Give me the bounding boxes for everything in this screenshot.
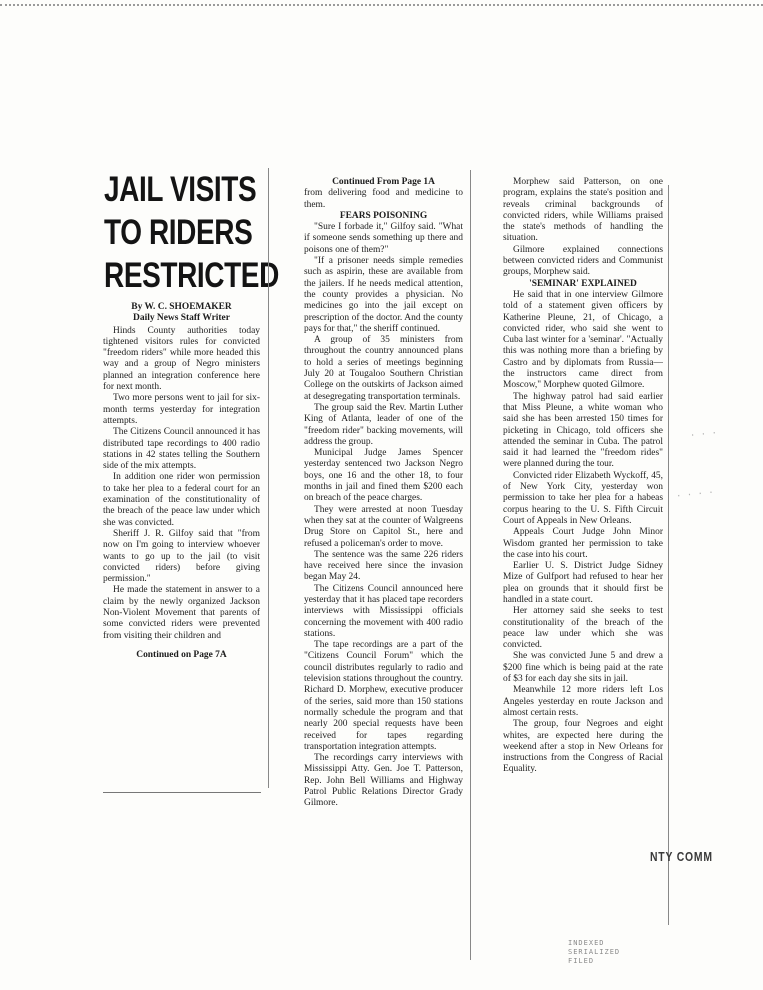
paragraph: He made the statement in answer to a claim by the newly organized Jackson Non-Violent Movement that parents of some convicted riders were prevented from visiting their children and (103, 585, 260, 641)
paragraph: The recordings carry interviews with Mississippi Atty. Gen. Joe T. Patterson, Rep. John Bell Williams and Highway Patrol Public Relations Director Grady Gilmore. (304, 753, 463, 809)
margin-stamp: NTY COMM (650, 849, 713, 864)
top-perforation (0, 4, 763, 6)
paragraph: The highway patrol had said earlier that Miss Pleune, a white woman who said she has been arrested 150 times for picketing in Chicago, told officers she attended the seminar in Cuba. The patrol said it had learned the "freedom rides" were planned during the tour. (503, 391, 663, 470)
paragraph: Convicted rider Elizabeth Wyckoff, 45, of New York City, yesterday won permission to take her plea for a habeas corpus hearing to the U. S. Fifth Circuit Court of Appeals in New Orleans. (503, 470, 663, 526)
stamp-line: SERIALIZED (568, 948, 621, 956)
paragraph: She was convicted June 5 and drew a $200 fine which is being paid at the rate of $3 for each day she sits in jail. (503, 651, 663, 685)
paragraph: Morphew said Patterson, on one program, explains the state's position and reveals criminal backgrounds of convicted riders, while Williams praised the state's methods of handling the situation. (503, 177, 663, 244)
article-column-3 (503, 177, 663, 776)
stamp-line: FILED (568, 957, 595, 965)
paragraph: Appeals Court Judge John Minor Wisdom granted her permission to take the case into his court. (503, 527, 663, 560)
paragraph: Gilmore explained connections between convicted riders and Communist groups, Morphew said. (503, 244, 663, 278)
paragraph: Meanwhile 12 more riders left Los Angeles yesterday en route Jackson and almost certain rests. (503, 685, 663, 718)
headline-line-3: RESTRICTED (104, 256, 279, 295)
column-divider (470, 170, 471, 960)
article-column-2 (304, 177, 463, 810)
paragraph: The sentence was the same 226 riders have received here since the invasion began May 24. (304, 549, 463, 583)
byline-staff: Daily News Staff Writer (133, 313, 230, 324)
headline (104, 168, 279, 297)
paragraph: They were arrested at noon Tuesday when they sat at the counter of Walgreens Drug Store on Capitol St., here and refused a policeman's order to move. (304, 504, 463, 549)
paragraph: The tape recordings are a part of the "Citizens Council Forum" which the council distributes regularly to radio and television stations throughout the country. Richard D. Morphew, executive producer of the series, said more than 150 stations normally schedule the program and that nearly 200 special requests have been received for tapes regarding transportation integration attempts. (304, 640, 463, 752)
stamp-line: INDEXED (568, 939, 605, 947)
paragraph: Hinds County authorities today tightened visitors rules for convicted "freedom riders" while more headed this way and a group of Negro ministers planned an integration conference here for next month. (103, 325, 260, 393)
paragraph: "Sure I forbade it," Gilfoy said. "What if someone sends something up there and poisons one of them?" (304, 222, 463, 255)
column-divider (668, 185, 669, 925)
paragraph: Earlier U. S. District Judge Sidney Mize of Gulfport had refused to hear her plea on grounds that it should first be handled in a state court. (503, 561, 663, 605)
filing-stamp (568, 939, 620, 966)
column-end-rule (103, 792, 261, 793)
paragraph: The group said the Rev. Martin Luther King of Atlanta, leader of one of the "freedom rider" backing movements, will address the group. (304, 402, 463, 447)
headline-line-1: JAIL VISITS (104, 170, 257, 209)
article-column-1 (103, 302, 260, 661)
paragraph: Sheriff J. R. Gilfoy said that "from now on I'm going to interview whoever wants to go up to the jail (to visit convicted riders) before giving permission." (103, 528, 260, 585)
paragraph: The group, four Negroes and eight whites, are expected here during the weekend after a stop in New Orleans for instructions from the Congress of Racial Equality. (503, 719, 663, 775)
paragraph: He said that in one interview Gilmore told of a statement given officers by Katherine Pleune, 21, of Chicago, a convicted rider, who said she went to Cuba last winter for a 'seminar'. "Actually this was nothing more than a briefing by Castro and by diplomats from Russia—the instructors came direct from Moscow," Morphew quoted Gilmore. (503, 289, 663, 391)
paragraph: from delivering food and medicine to them. (304, 188, 463, 210)
paragraph: Her attorney said she seeks to test constitutionality of the breach of the peace law under which she was convicted. (503, 606, 663, 651)
continued-from-label: Continued From Page 1A (332, 177, 435, 187)
paragraph: "If a prisoner needs simple remedies such as aspirin, these are available from the jailers. If he needs medical attention, the county provides a physician. No medicines go into the jail except on prescription of the doctor. And the county pays for that," the sheriff continued. (304, 256, 463, 334)
paragraph: A group of 35 ministers from throughout the country announced plans to hold a series of meetings beginning July 20 at Tougaloo Southern Christian College on the outskirts of Jackson aimed at desegregating transportation terminals. (304, 335, 463, 402)
continued-on-label: Continued on Page 7A (136, 649, 227, 660)
faded-margin-mark: · · · · (675, 488, 715, 502)
subheading: 'SEMINAR' EXPLAINED (529, 278, 637, 289)
paragraph: In addition one rider won permission to take her plea to a federal court for an examination of the constitutionality of the breach of the peace law under which she was convicted. (103, 472, 260, 528)
column-divider (268, 168, 269, 788)
headline-line-2: TO RIDERS (104, 213, 253, 252)
byline-author: By W. C. SHOEMAKER (131, 302, 232, 312)
faded-margin-mark: · · · (689, 428, 718, 442)
paragraph: The Citizens Council announced here yesterday that it has placed tape recorders interviews with Mississippi officials concerning the movement with 400 radio stations. (304, 583, 463, 639)
paragraph: Two more persons went to jail for six-month terms yesterday for integration attempts. (103, 393, 260, 426)
paragraph: The Citizens Council announced it has distributed tape recordings to 400 radio stations in 42 states telling the Southern side of the mix attempts. (103, 427, 260, 472)
paragraph: Municipal Judge James Spencer yesterday sentenced two Jackson Negro boys, one 16 and the other 18, to four months in jail and fined them $200 each on breach of the peace charges. (304, 448, 463, 504)
subheading: FEARS POISONING (339, 210, 428, 221)
